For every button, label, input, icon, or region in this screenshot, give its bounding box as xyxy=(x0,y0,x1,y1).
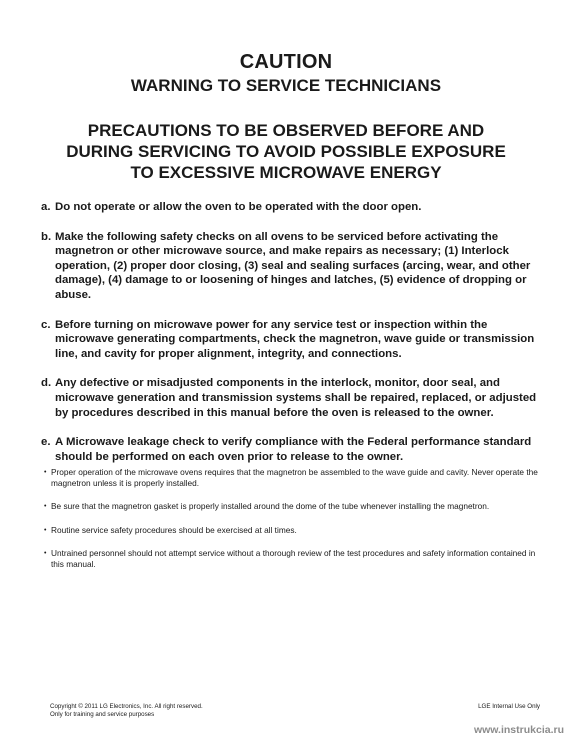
safety-note xyxy=(44,501,544,512)
item-text: Before turning on microwave power for any service test or inspection within the microwave generating compartments, check the magnetron, wave guide or transmission line, and cavity for proper alignment, integrity, and connections. xyxy=(55,318,535,360)
precaution-item-b xyxy=(41,230,541,303)
bullet-icon: • xyxy=(44,549,47,557)
item-text: Make the following safety checks on all ovens to be serviced before activating the magnetron or other microwave source, and make repairs as necessary; (1) Interlock operation, (2) proper door closing, (3) seal and sealing surfaces (arcing, wear, and other damage), (4) damage to or loosening of hinges and latches, (5) evidence of dropping or abuse. xyxy=(55,230,531,301)
safety-note xyxy=(44,548,544,570)
bullet-icon: • xyxy=(44,469,47,476)
note-text: Proper operation of the microwave ovens requires that the magnetron be assembled to the wave guide and cavity. Never operate the magnetron unless it is properly installed. xyxy=(51,467,538,489)
item-text: Do not operate or allow the oven to be operated with the door open. xyxy=(55,201,422,213)
precaution-list xyxy=(41,200,541,479)
internal-use-text: LGE Internal Use Only xyxy=(478,703,540,710)
bullet-icon: • xyxy=(44,503,47,511)
note-text: Routine service safety procedures should be exercised at all times. xyxy=(51,524,297,535)
caution-title: CAUTION xyxy=(239,51,333,73)
note-text: Untrained personnel should not attempt service without a thorough review of the test procedures and safety information contained in this manual. xyxy=(51,547,536,570)
precaution-item-d xyxy=(41,376,541,420)
safety-note xyxy=(44,525,544,536)
precautions-line-3: TO EXCESSIVE MICROWAVE ENERGY xyxy=(130,163,442,182)
item-letter: b. xyxy=(41,230,52,243)
precaution-item-a xyxy=(41,200,541,215)
note-text: Be sure that the magnetron gasket is properly installed around the dome of the tube whenever installing the magnetron. xyxy=(51,501,490,512)
precautions-line-2: DURING SERVICING TO AVOID POSSIBLE EXPOSURE xyxy=(66,142,506,161)
precaution-item-c xyxy=(41,318,541,362)
precaution-item-e xyxy=(41,435,541,464)
watermark-link[interactable]: www.instrukcia.ru xyxy=(473,724,564,736)
safety-notes xyxy=(44,467,544,582)
copyright-text: Copyright © 2011 LG Electronics, Inc. All right reserved. xyxy=(50,703,203,710)
item-text: A Microwave leakage check to verify compliance with the Federal performance standard should be performed on each oven prior to release to the owner. xyxy=(55,436,532,463)
item-text: Any defective or misadjusted components in the interlock, monitor, door seal, and microwave generation and transmission systems shall be repaired, replaced, or adjusted by procedures described in this manual before the oven is released to the owner. xyxy=(55,377,537,419)
item-letter: a. xyxy=(41,201,51,213)
precautions-line-1: PRECAUTIONS TO BE OBSERVED BEFORE AND xyxy=(87,121,485,140)
usage-text: Only for training and service purposes xyxy=(50,711,155,719)
item-letter: c. xyxy=(41,318,51,331)
warning-subtitle: WARNING TO SERVICE TECHNICIANS xyxy=(130,76,442,95)
footer-copyright xyxy=(50,703,203,719)
safety-note xyxy=(44,467,544,489)
bullet-icon: • xyxy=(44,526,47,534)
footer-internal xyxy=(478,703,540,711)
item-letter: e. xyxy=(41,436,51,449)
precautions-heading xyxy=(0,120,572,183)
item-letter: d. xyxy=(41,377,52,390)
